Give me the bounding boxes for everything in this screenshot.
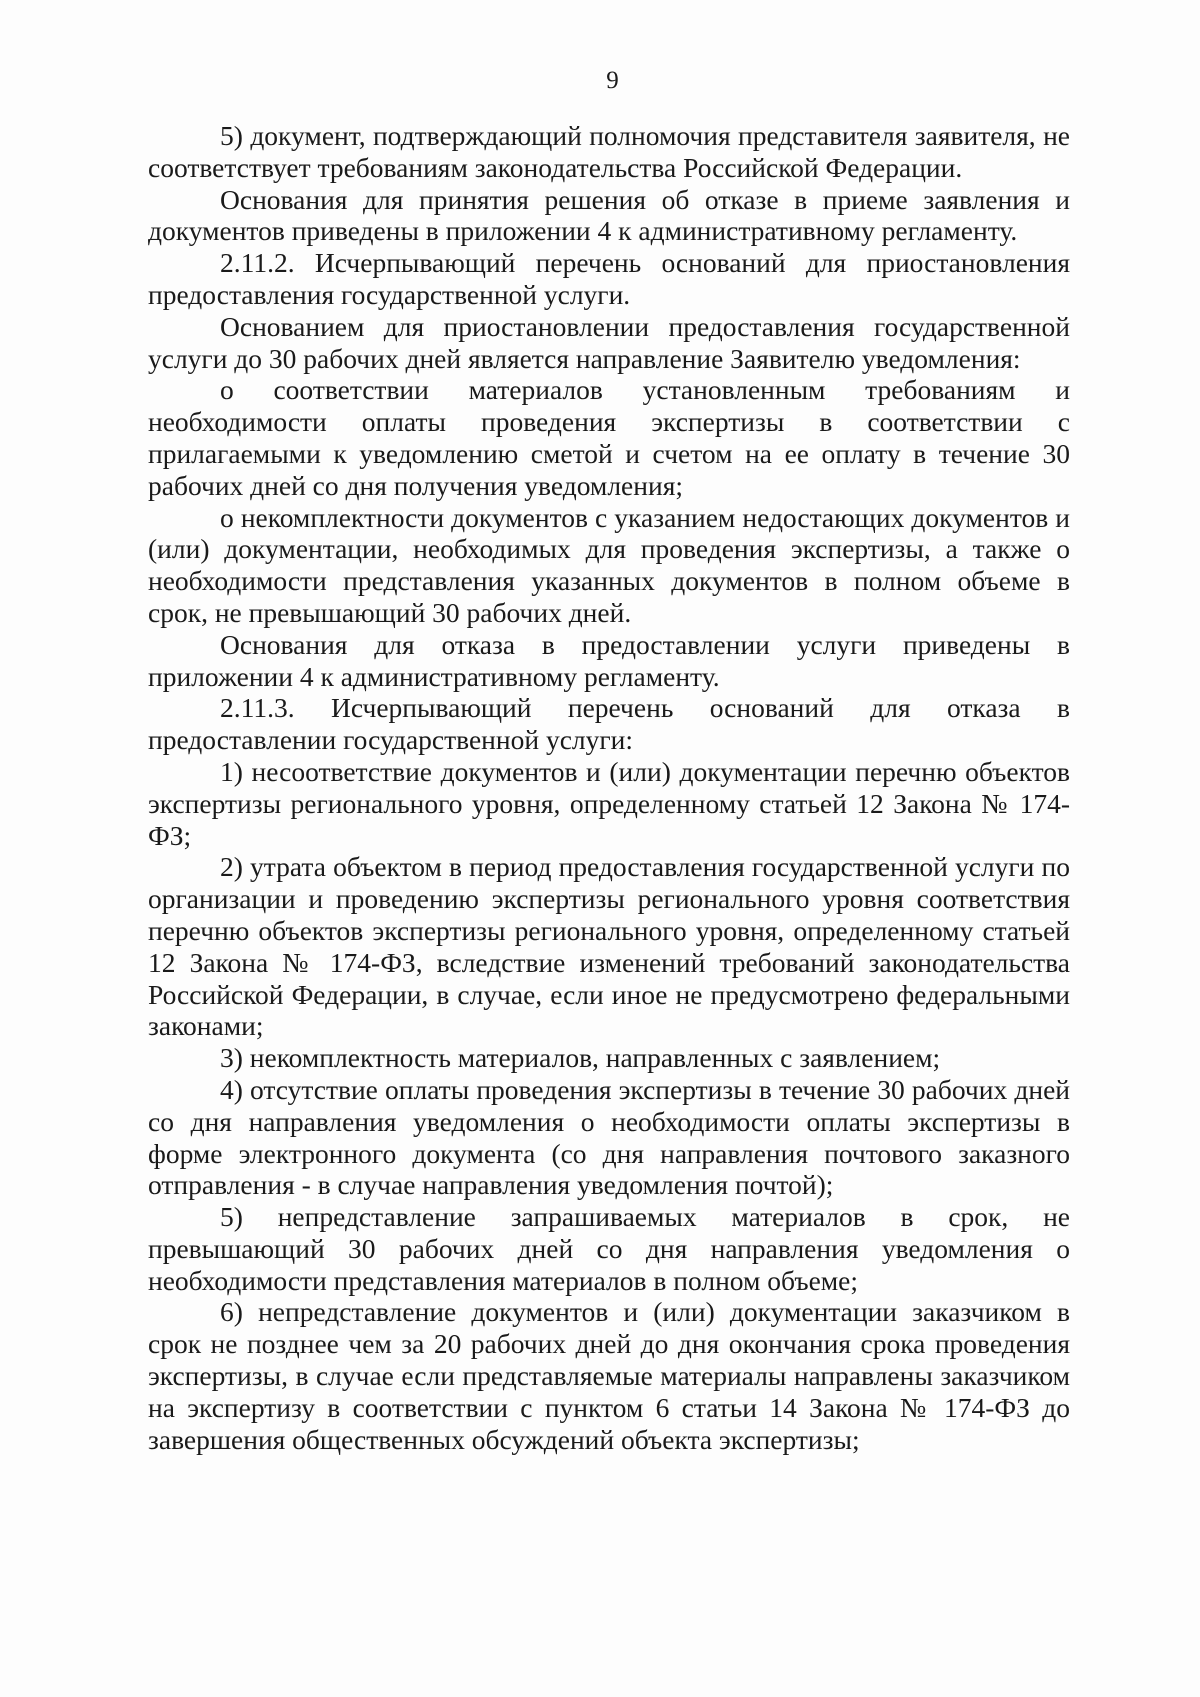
paragraph-service-refusal-reference: Основания для отказа в предоставлении услуги приведены в приложении 4 к административному регламенту. xyxy=(148,628,1070,692)
paragraph-refusal-item-1: 1) несоответствие документов и (или) документации перечню объектов экспертизы регионального уровня, определенному статьей 12 Закона № 174-ФЗ; xyxy=(148,755,1070,851)
paragraph-section-2-11-3-heading: 2.11.3. Исчерпывающий перечень оснований для отказа в предоставлении государственной услуги: xyxy=(148,692,1070,756)
paragraph-refusal-item-4: 4) отсутствие оплаты проведения экспертизы в течение 30 рабочих дней со дня направления уведомления о необходимости оплаты экспертизы в форме электронного документа (со дня направления почтового заказного отправления - в случае направления уведомления почтой); xyxy=(148,1073,1070,1201)
paragraph-item-5-representative-document: 5) документ, подтверждающий полномочия представителя заявителя, не соответствует требованиям законодательства Российской Федерации. xyxy=(148,120,1070,183)
paragraph-refusal-item-5: 5) непредставление запрашиваемых материалов в срок, не превышающий 30 рабочих дней со дня направления уведомления о необходимости представления материалов в полном объеме; xyxy=(148,1201,1070,1296)
paragraph-refusal-item-2: 2) утрата объектом в период предоставления государственной услуги по организации и проведению экспертизы регионального уровня соответствия перечню объектов экспертизы регионального уровня, определенному статьей 12 Закона № 174-ФЗ, вследствие изменений требований законодательства Российской Федерации, в случае, если иное не предусмотрено федеральными законами; xyxy=(148,851,1070,1042)
paragraph-refusal-item-6: 6) непредставление документов и (или) документации заказчиком в срок не позднее чем за 20 рабочих дней до дня окончания срока проведения экспертизы, в случае если представляемые материалы направлены заказчиком на экспертизу в соответствии с пунктом 6 статьи 14 Закона № 174-ФЗ до завершения общественных обсуждений объекта экспертизы; xyxy=(148,1296,1070,1455)
paragraph-incompleteness-notice: о некомплектности документов с указанием недостающих документов и (или) документации, необходимых для проведения экспертизы, а также о необходимости представления указанных документов в полном объеме в срок, не превышающий 30 рабочих дней. xyxy=(148,501,1070,628)
paragraph-compliance-notice: о соответствии материалов установленным требованиям и необходимости оплаты проведения экспертизы в соответствии с прилагаемыми к уведомлению сметой и счетом на ее оплату в течение 30 рабочих дней со дня получения уведомления; xyxy=(148,374,1070,501)
paragraph-refusal-item-3: 3) некомплектность материалов, направленных с заявлением; xyxy=(220,1042,941,1074)
paragraph-suspension-basis: Основанием для приостановлении предоставления государственной услуги до 30 рабочих дней является направление Заявителю уведомления: xyxy=(148,310,1070,374)
paragraph-refusal-grounds-reference: Основания для принятия решения об отказе в приеме заявления и документов приведены в приложении 4 к административному регламенту. xyxy=(148,183,1070,247)
page-number: 9 xyxy=(606,67,619,94)
paragraph-section-2-11-2-heading: 2.11.2. Исчерпывающий перечень оснований для приостановления предоставления государственной услуги. xyxy=(148,247,1070,310)
document-body xyxy=(148,120,1070,1455)
